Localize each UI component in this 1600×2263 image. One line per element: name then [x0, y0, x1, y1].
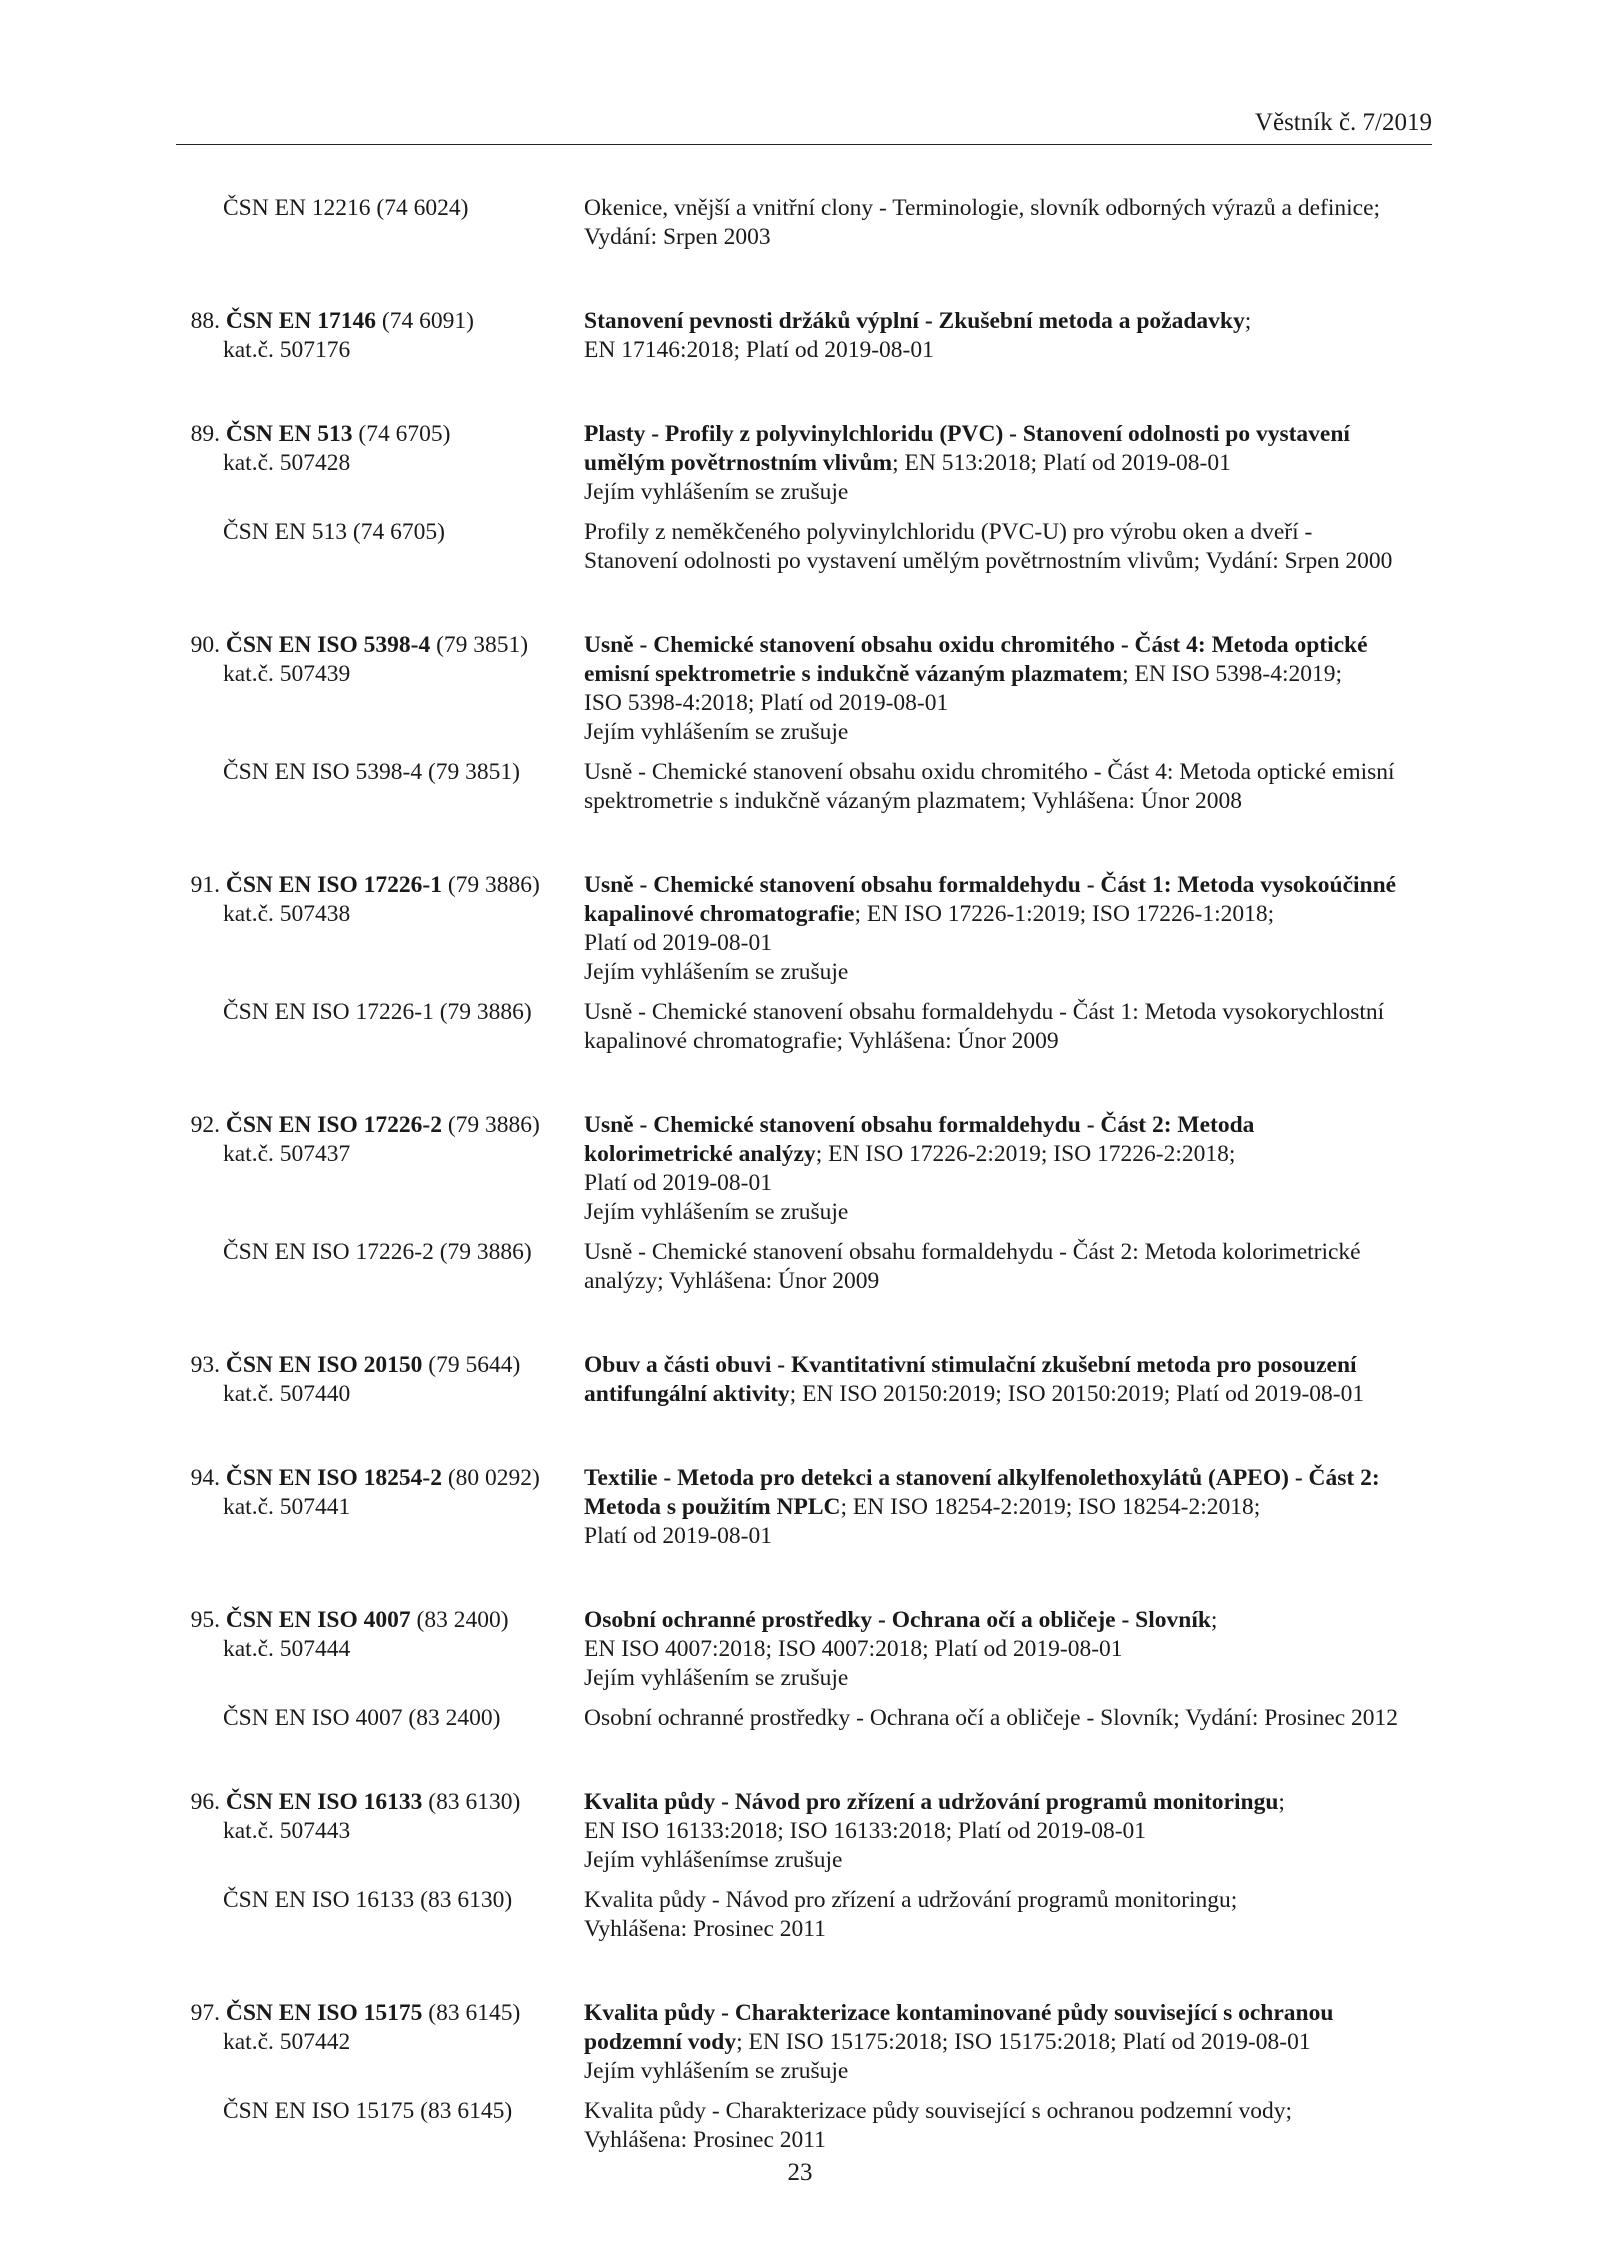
running-header: Věstník č. 7/2019 [1254, 109, 1432, 136]
standard-title: Kvalita půdy - Charakterizace kontaminované půdy související s ochranou [584, 2000, 1334, 2026]
catalog-number: kat.č. 507443 [223, 1818, 351, 1844]
standard-description: Okenice, vnější a vnitřní clony - Terminologie, slovník odborných výrazů a definice; Vydání: Srpen 2003 [584, 195, 1381, 250]
replaced-standard-row [176, 1886, 1436, 1944]
replaced-description [584, 518, 1436, 576]
catalog-number: kat.č. 507440 [223, 1381, 351, 1407]
entry-number: 96. [190, 1789, 220, 1815]
catalog-number: kat.č. 507428 [223, 450, 351, 476]
catalog-number: kat.č. 507439 [223, 661, 351, 687]
standard-entry [176, 1351, 1436, 1409]
entry-description [584, 871, 1436, 987]
header-rule [176, 144, 1432, 145]
entry-number: 95. [190, 1607, 220, 1633]
catalog-number: kat.č. 507438 [223, 901, 351, 927]
description-line: EN ISO 16133:2018; ISO 16133:2018; Platí od 2019-08-01 [584, 1818, 1147, 1844]
replaced-description [584, 1238, 1436, 1296]
catalog-number: kat.č. 507444 [223, 1636, 351, 1662]
entry-code-line [176, 420, 584, 449]
standard-title: Usně - Chemické stanovení obsahu formaldehydu - Část 1: Metoda vysokoúčinné [584, 872, 1397, 898]
standard-code: ČSN EN 12216 (74 6024) [223, 195, 469, 221]
replaced-standard-code: ČSN EN ISO 15175 (83 6145) [223, 2098, 513, 2124]
entries [176, 307, 1436, 2155]
entry-main-row [176, 1464, 1436, 1551]
standard-entry [176, 1999, 1436, 2155]
replaced-standard-row [176, 1704, 1436, 1733]
standard-entry [176, 1606, 1436, 1733]
standard-code: ČSN EN ISO 18254-2 [225, 1465, 442, 1491]
replaced-description [584, 758, 1436, 816]
entry-code-line [176, 871, 584, 900]
title-line [584, 631, 1436, 660]
standard-title: Plasty - Profily z polyvinylchloridu (PVC) - Stanovení odolnosti po vystavení [584, 421, 1350, 447]
entry-description [584, 1788, 1436, 1875]
title-line [584, 871, 1436, 900]
entry-description [584, 1464, 1436, 1551]
title-suffix: ; EN ISO 15175:2018; ISO 15175:2018; Platí od 2019-08-01 [736, 2029, 1311, 2055]
entry-number: 97. [190, 2000, 220, 2026]
entry-number: 91. [190, 872, 220, 898]
entry-code-line [176, 1351, 584, 1380]
description-line: Vyhlášena: Prosinec 2011 [584, 1916, 826, 1942]
standard-code: ČSN EN ISO 16133 [225, 1789, 423, 1815]
title-line [584, 1606, 1436, 1635]
replaced-standard-row [176, 518, 1436, 576]
entry-number: 92. [190, 1112, 220, 1138]
description-line: Jejím vyhlášením se zrušuje [584, 1665, 849, 1691]
entry-identifier [176, 631, 584, 747]
entry-number: 90. [190, 632, 220, 658]
title-suffix: ; [1278, 1789, 1285, 1815]
title-line [584, 1493, 1436, 1522]
description-line: analýzy; Vyhlášena: Únor 2009 [584, 1268, 880, 1294]
catalog-number: kat.č. 507442 [223, 2029, 351, 2055]
entry-number: 93. [190, 1352, 220, 1378]
title-line [584, 2028, 1436, 2057]
title-line [584, 307, 1436, 336]
replaced-identifier [176, 758, 584, 816]
standard-title: kapalinové chromatografie [584, 901, 855, 927]
replaced-standard-code: ČSN EN ISO 5398-4 (79 3851) [223, 759, 521, 785]
standard-code-class: (79 3886) [441, 1112, 540, 1138]
standard-title: emisní spektrometrie s indukčně vázaným plazmatem [584, 661, 1123, 687]
description-line: Stanovení odolnosti po vystavení umělým povětrnostním vlivům; Vydání: Srpen 2000 [584, 548, 1393, 574]
entry-description [584, 420, 1436, 507]
standard-title: Usně - Chemické stanovení obsahu oxidu chromitého - Část 4: Metoda optické [584, 632, 1368, 658]
entry-code-line [176, 631, 584, 660]
title-suffix: ; EN ISO 20150:2019; ISO 20150:2019; Platí od 2019-08-01 [789, 1381, 1365, 1407]
title-suffix: ; EN ISO 17226-2:2019; ISO 17226-2:2018; [815, 1141, 1236, 1167]
title-line [584, 1111, 1436, 1140]
standard-code: ČSN EN ISO 17226-1 [225, 872, 442, 898]
entry-description [584, 307, 1436, 365]
standard-title: Obuv a části obuvi - Kvantitativní stimulační zkušební metoda pro posouzení [584, 1352, 1357, 1378]
standard-code-class: (79 3851) [430, 632, 529, 658]
entry-identifier [176, 1999, 584, 2086]
replaced-description [584, 1886, 1436, 1944]
standard-code: ČSN EN 17146 [225, 308, 377, 334]
entry-code-line [176, 1464, 584, 1493]
title-line [584, 1999, 1436, 2028]
description-line: Kvalita půdy - Návod pro zřízení a udržování programů monitoringu; [584, 1887, 1238, 1913]
description-line: Jejím vyhlášením se zrušuje [584, 479, 849, 505]
title-suffix: ; EN ISO 17226-1:2019; ISO 17226-1:2018; [854, 901, 1275, 927]
replaced-standard-row [176, 758, 1436, 816]
standard-title: Metoda s použitím NPLC [584, 1494, 841, 1520]
replaced-identifier [176, 2097, 584, 2155]
entry-code-line [176, 1788, 584, 1817]
description-line: Jejím vyhlášením se zrušuje [584, 1199, 849, 1225]
description-line: Platí od 2019-08-01 [584, 930, 772, 956]
standard-title: Kvalita půdy - Návod pro zřízení a udržování programů monitoringu [584, 1789, 1279, 1815]
title-suffix: ; [1210, 1607, 1218, 1633]
replaced-identifier [176, 1238, 584, 1296]
entry-main-row [176, 871, 1436, 987]
standard-code: ČSN EN ISO 4007 [225, 1607, 411, 1633]
catalog-number: kat.č. 507441 [223, 1494, 351, 1520]
description-line: EN 17146:2018; Platí od 2019-08-01 [584, 337, 934, 363]
standard-code: ČSN EN 513 [225, 421, 353, 447]
title-line [584, 1351, 1436, 1380]
entry-identifier [176, 1464, 584, 1551]
description-line: Jejím vyhlášením se zrušuje [584, 719, 849, 745]
title-line [584, 660, 1436, 689]
entry-main-row [176, 1788, 1436, 1875]
standard-code-class: (74 6705) [352, 421, 451, 447]
entry-description [584, 1606, 1436, 1693]
entry-code-line [176, 1999, 584, 2028]
catalog-number: kat.č. 507176 [223, 337, 351, 363]
entry-identifier [176, 1606, 584, 1693]
replaced-standard-row [176, 2097, 1436, 2155]
standard-title: podzemní vody [584, 2029, 737, 2055]
standard-code: ČSN EN ISO 17226-2 [225, 1112, 442, 1138]
replaced-identifier [176, 1886, 584, 1944]
title-suffix: ; [1244, 308, 1252, 334]
entry-identifier [176, 871, 584, 987]
entry-continuation [176, 194, 1436, 252]
replaced-standard-code: ČSN EN ISO 17226-1 (79 3886) [223, 999, 532, 1025]
standard-title: Usně - Chemické stanovení obsahu formaldehydu - Část 2: Metoda [584, 1112, 1255, 1138]
description-line: Vyhlášena: Prosinec 2011 [584, 2127, 826, 2153]
title-line [584, 1140, 1436, 1169]
title-line [584, 900, 1436, 929]
page-number: 23 [787, 2159, 813, 2186]
standard-entry [176, 871, 1436, 1056]
standards-list [176, 194, 1436, 2210]
entry-identifier [176, 1788, 584, 1875]
entry-identifier [176, 307, 584, 365]
standard-entry [176, 1788, 1436, 1944]
entry-number: 94. [190, 1465, 220, 1491]
standard-entry [176, 1111, 1436, 1296]
standard-code-class: (79 3886) [441, 872, 540, 898]
catalog-number: kat.č. 507437 [223, 1141, 351, 1167]
standard-code-class: (74 6091) [376, 308, 474, 334]
replaced-description [584, 1704, 1436, 1733]
description-line: Jejím vyhlášením se zrušuje [584, 959, 849, 985]
description-line: Platí od 2019-08-01 [584, 1170, 772, 1196]
entry-main-row [176, 1111, 1436, 1227]
title-line [584, 1464, 1436, 1493]
description-line: Profily z neměkčeného polyvinylchloridu (PVC-U) pro výrobu oken a dveří - [584, 519, 1313, 545]
description-line: Usně - Chemické stanovení obsahu formaldehydu - Část 1: Metoda vysokorychlostní [584, 999, 1385, 1025]
standard-code: ČSN EN ISO 15175 [225, 2000, 423, 2026]
standard-code-class: (79 5644) [422, 1352, 521, 1378]
title-line [584, 449, 1436, 478]
entry-main-row [176, 1999, 1436, 2086]
standard-code-class: (80 0292) [441, 1465, 540, 1491]
description-line: ISO 5398-4:2018; Platí od 2019-08-01 [584, 690, 949, 716]
entry-code-line [176, 307, 584, 336]
title-line [584, 1788, 1436, 1817]
standard-title: umělým povětrnostním vlivům [584, 450, 893, 476]
description-line: Usně - Chemické stanovení obsahu formaldehydu - Část 2: Metoda kolorimetrické [584, 1239, 1361, 1265]
standard-code-class: (83 6130) [422, 1789, 521, 1815]
description-line: EN ISO 4007:2018; ISO 4007:2018; Platí od 2019-08-01 [584, 1636, 1123, 1662]
standard-entry [176, 1464, 1436, 1551]
replaced-standard-code: ČSN EN 513 (74 6705) [223, 519, 445, 545]
standard-title: Osobní ochranné prostředky - Ochrana očí a obličeje - Slovník [584, 1607, 1211, 1633]
standard-title: kolorimetrické analýzy [584, 1141, 816, 1167]
replaced-standard-row [176, 1238, 1436, 1296]
entry-description [584, 1999, 1436, 2086]
standard-title: antifungální aktivity [584, 1381, 790, 1407]
replaced-standard-code: ČSN EN ISO 4007 (83 2400) [223, 1705, 501, 1731]
title-suffix: ; EN 513:2018; Platí od 2019-08-01 [892, 450, 1231, 476]
standard-entry [176, 420, 1436, 576]
entry-main-row [176, 307, 1436, 365]
entry-code-line [176, 1606, 584, 1635]
description-line: Jejím vyhlášením se zrušuje [584, 2058, 849, 2084]
title-line [584, 1380, 1436, 1409]
entry-identifier [176, 1111, 584, 1227]
entry-main-row [176, 631, 1436, 747]
standard-code-class: (83 2400) [410, 1607, 509, 1633]
replaced-identifier [176, 998, 584, 1056]
standard-entry [176, 307, 1436, 365]
description-line: kapalinové chromatografie; Vyhlášena: Únor 2009 [584, 1028, 1059, 1054]
replaced-identifier [176, 518, 584, 576]
entry-main-row [176, 1606, 1436, 1693]
entry-description [584, 1351, 1436, 1409]
standard-code-class: (83 6145) [422, 2000, 521, 2026]
description-line: spektrometrie s indukčně vázaným plazmatem; Vyhlášena: Únor 2008 [584, 788, 1243, 814]
replaced-identifier [176, 1704, 584, 1733]
description-line: Platí od 2019-08-01 [584, 1523, 772, 1549]
entry-main-row [176, 1351, 1436, 1409]
description-line: Usně - Chemické stanovení obsahu oxidu chromitého - Část 4: Metoda optické emisní [584, 759, 1395, 785]
standard-code: ČSN EN ISO 5398-4 [225, 632, 431, 658]
title-suffix: ; EN ISO 18254-2:2019; ISO 18254-2:2018; [840, 1494, 1261, 1520]
replaced-standard-code: ČSN EN ISO 17226-2 (79 3886) [223, 1239, 532, 1265]
standard-title: Stanovení pevnosti držáků výplní - Zkušební metoda a požadavky [584, 308, 1245, 334]
entry-description [584, 631, 1436, 747]
replaced-description [584, 2097, 1436, 2155]
title-suffix: ; EN ISO 5398-4:2019; [1122, 661, 1343, 687]
entry-number: 88. [190, 308, 220, 334]
replaced-standard-row [176, 998, 1436, 1056]
standard-title: Textilie - Metoda pro detekci a stanovení alkylfenolethoxylátů (APEO) - Část 2: [584, 1465, 1380, 1491]
entry-number: 89. [190, 421, 220, 447]
description-line: Kvalita půdy - Charakterizace půdy související s ochranou podzemní vody; [584, 2098, 1293, 2124]
standard-entry [176, 631, 1436, 816]
description-line: Jejím vyhlášenímse zrušuje [584, 1847, 843, 1873]
title-line [584, 420, 1436, 449]
standard-code: ČSN EN ISO 20150 [225, 1352, 423, 1378]
replaced-standard-code: ČSN EN ISO 16133 (83 6130) [223, 1887, 513, 1913]
entry-code-line [176, 1111, 584, 1140]
description-line: Osobní ochranné prostředky - Ochrana očí a obličeje - Slovník; Vydání: Prosinec 2012 [584, 1705, 1399, 1731]
entry-description [584, 1111, 1436, 1227]
entry-main-row [176, 420, 1436, 507]
entry-identifier [176, 1351, 584, 1409]
entry-identifier [176, 420, 584, 507]
replaced-description [584, 998, 1436, 1056]
